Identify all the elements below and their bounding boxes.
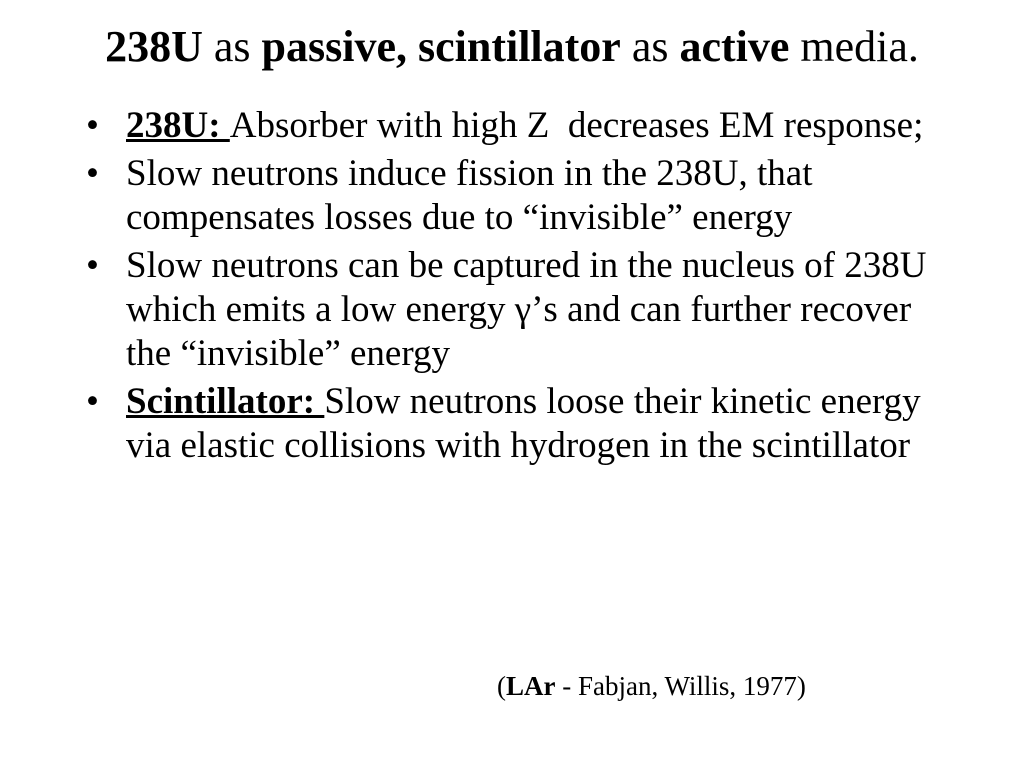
citation-lar: LAr: [506, 671, 556, 701]
bullet-marker: •: [86, 153, 99, 194]
citation-open: (: [497, 671, 506, 701]
title-part-as-2: as: [620, 22, 680, 71]
title-part-passive: passive, scintillator: [261, 22, 621, 71]
citation-authors: - Fabjan, Willis, 1977): [555, 671, 806, 701]
bullet-text: Slow neutrons induce fission in the 238U, that compensates losses due to “invisible” energy: [126, 153, 813, 238]
bullet-item-scintillator: [86, 380, 946, 468]
bullet-text: Absorber with high Z decreases EM response;: [229, 105, 924, 146]
bullet-marker: •: [86, 381, 99, 422]
bullet-lead-238u: 238U:: [126, 105, 230, 146]
title-part-238u: 238U: [105, 22, 203, 71]
bullet-lead-scintillator: Scintillator:: [126, 381, 325, 422]
bullet-item-capture: [86, 244, 946, 376]
citation: [497, 668, 806, 704]
title-part-as-1: as: [202, 22, 262, 71]
bullet-text: Slow neutrons loose their kinetic energy via elastic collisions with hydrogen in the scintillator: [126, 381, 921, 466]
bullet-list: [86, 104, 946, 472]
bullet-marker: •: [86, 245, 99, 286]
bullet-item-absorber: [86, 104, 946, 148]
bullet-text: Slow neutrons can be captured in the nucleus of 238U which emits a low energy γ’s and can further recover the “invisible” energy: [126, 245, 927, 374]
slide-title: [0, 22, 1024, 72]
bullet-marker: •: [86, 105, 99, 146]
bullet-item-fission: [86, 152, 946, 240]
title-part-active: active: [679, 22, 790, 71]
title-part-media: media.: [789, 22, 919, 71]
